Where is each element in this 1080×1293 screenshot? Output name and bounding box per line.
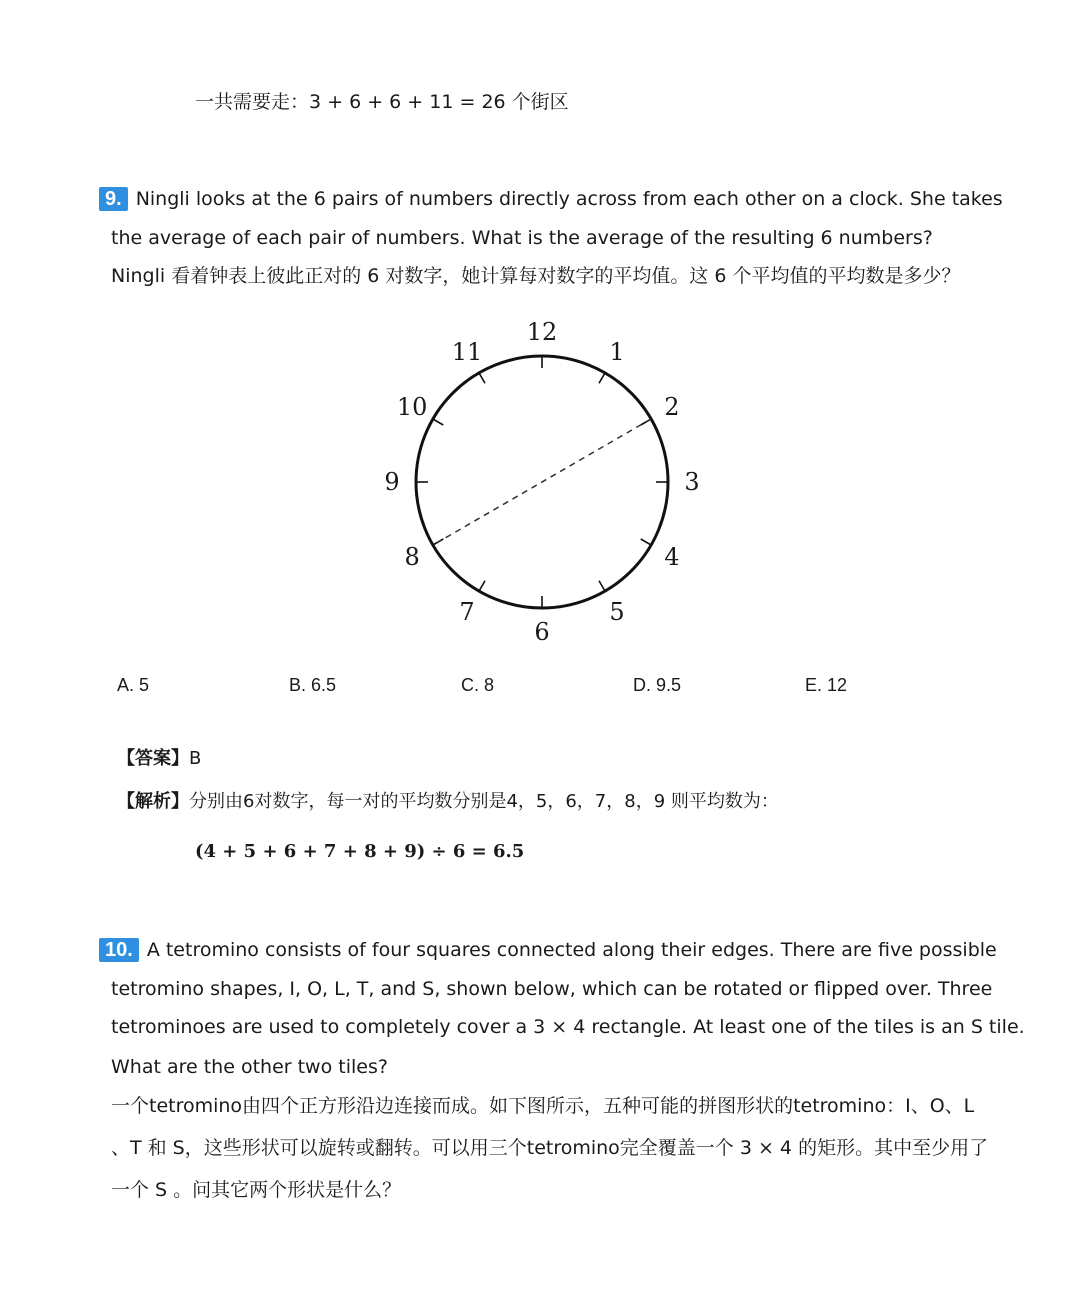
clock-number-3: 3 xyxy=(684,468,700,496)
option-e[interactable]: E. 12 xyxy=(805,675,848,695)
q10-text-1: A tetromino consists of four squares connected along their edges. There are five possible xyxy=(146,939,997,961)
option-b[interactable]: B. 6.5 xyxy=(289,675,337,695)
previous-answer-line: 一共需要走：3 + 6 + 6 + 11 = 26 个街区 xyxy=(195,91,569,113)
clock-number-8: 8 xyxy=(404,543,420,571)
clock-tick xyxy=(599,581,605,591)
clock-number-1: 1 xyxy=(609,338,625,367)
option-c[interactable]: C. 8 xyxy=(461,675,495,695)
clock-number-12: 12 xyxy=(526,318,558,346)
clock-number-10: 10 xyxy=(396,393,428,421)
answer-line xyxy=(117,747,201,771)
q9-number-badge: 9. xyxy=(99,187,128,211)
q10-number-badge: 10. xyxy=(99,938,139,962)
clock-tick xyxy=(479,581,485,591)
q9-question-line-1 xyxy=(99,187,1003,211)
answer-value: B xyxy=(189,748,202,769)
q9-text-zh: Ningli 看着钟表上彼此正对的 6 对数字，她计算每对数字的平均值。这 6 个平均值的平均数是多少？ xyxy=(111,265,961,287)
q10-text-3: tetrominoes are used to completely cover a 3 × 4 rectangle. At least one of the tiles is an S tile. xyxy=(111,1016,1025,1038)
clock-number-11: 11 xyxy=(451,338,483,367)
clock-tick xyxy=(433,419,443,425)
q10-text-zh-1: 一个tetromino由四个正方形沿边连接而成。如下图所示，五种可能的拼图形状的tetromino：I、O、L xyxy=(111,1095,975,1117)
clock-number-2: 2 xyxy=(664,393,680,421)
q9-text-en-2: the average of each pair of numbers. What is the average of the resulting 6 numbers? xyxy=(111,227,933,249)
answer-label: 【答案】 xyxy=(117,748,189,769)
analysis-line xyxy=(117,790,779,814)
clock-number-6: 6 xyxy=(534,618,550,646)
q10-text-zh-3: 一个 S 。问其它两个形状是什么？ xyxy=(111,1179,402,1201)
clock-number-4: 4 xyxy=(664,543,680,571)
analysis-formula: (4 + 5 + 6 + 7 + 8 + 9) ÷ 6 = 6.5 xyxy=(195,841,525,862)
analysis-label: 【解析】 xyxy=(117,791,189,812)
clock-number-5: 5 xyxy=(609,597,625,626)
option-a[interactable]: A. 5 xyxy=(117,675,150,695)
clock-number-9: 9 xyxy=(384,468,400,496)
clock-diagram xyxy=(370,310,710,650)
analysis-text: 分别由6对数字，每一对的平均数分别是4，5，6，7，8，9 则平均数为： xyxy=(189,791,779,812)
clock-tick xyxy=(479,373,485,383)
q10-text-zh-2: 、T 和 S，这些形状可以旋转或翻转。可以用三个tetromino完全覆盖一个 3 × 4 的矩形。其中至少用了 xyxy=(111,1137,989,1159)
clock-tick xyxy=(641,539,651,545)
diameter-2-to-8 xyxy=(433,419,651,545)
option-d[interactable]: D. 9.5 xyxy=(633,675,682,695)
clock-tick xyxy=(599,373,605,383)
clock-number-7: 7 xyxy=(459,597,475,626)
q10-text-4: What are the other two tiles? xyxy=(111,1056,388,1078)
q10-text-2: tetromino shapes, I, O, L, T, and S, shown below, which can be rotated or flipped over. Three xyxy=(111,978,993,1000)
q9-text-en-1: Ningli looks at the 6 pairs of numbers directly across from each other on a clock. She takes xyxy=(135,188,1003,210)
q10-question-line-1 xyxy=(99,938,997,962)
